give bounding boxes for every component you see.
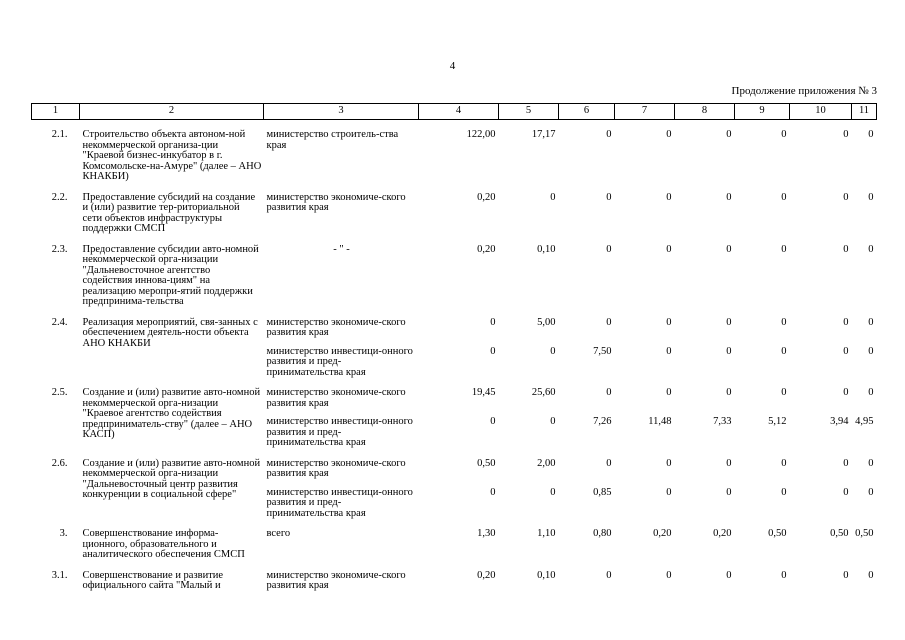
value-cell: 0 bbox=[868, 457, 874, 469]
value-cell: 0 bbox=[868, 191, 874, 203]
row-number: 3.1. bbox=[51, 569, 68, 581]
value-cell: 0 bbox=[726, 569, 732, 581]
value-cell: 0 bbox=[868, 243, 874, 255]
column-header-1: 1 bbox=[32, 104, 80, 120]
header-row bbox=[32, 104, 877, 120]
table-row bbox=[32, 449, 877, 480]
value-cell: 0 bbox=[490, 345, 496, 357]
value-cell: 4,95 bbox=[855, 416, 874, 427]
value-cell: 0 bbox=[550, 191, 556, 203]
column-header-9: 9 bbox=[735, 104, 790, 120]
row-description: Создание и (или) развитие авто-номной некоммерческой орга-низации "Краевое агентство содействия предприниматель-ству" (далее – АНО КАСП) bbox=[82, 387, 261, 440]
value-cell: 0,50 bbox=[768, 528, 787, 539]
value-cell: 0 bbox=[666, 569, 672, 581]
value-cell: 0 bbox=[606, 569, 612, 581]
table-row bbox=[32, 561, 877, 592]
row-number: 2.5. bbox=[51, 387, 68, 398]
executor-cell: министерство экономиче-ского развития края bbox=[266, 316, 406, 338]
column-header-4: 4 bbox=[419, 104, 499, 120]
value-cell: 0 bbox=[606, 457, 612, 469]
value-cell: 0 bbox=[843, 387, 849, 398]
value-cell: 0 bbox=[606, 243, 612, 255]
value-cell: 0 bbox=[490, 486, 496, 498]
table-row bbox=[32, 235, 877, 308]
table-row bbox=[32, 519, 877, 561]
appendix-table bbox=[31, 103, 877, 592]
row-description: Создание и (или) развитие авто-номной некоммерческой орга-низации "Дальневосточный центр развития конкуренции в социальной сфере" bbox=[82, 457, 261, 500]
column-header-8: 8 bbox=[675, 104, 735, 120]
value-cell: 1,10 bbox=[537, 528, 556, 539]
value-cell: 1,30 bbox=[477, 528, 496, 539]
column-header-7: 7 bbox=[615, 104, 675, 120]
table-row bbox=[32, 308, 877, 339]
value-cell: 0,20 bbox=[713, 528, 732, 539]
value-cell: 0 bbox=[781, 486, 787, 498]
value-cell: 7,50 bbox=[593, 345, 612, 357]
row-description: Реализация мероприятий, свя-занных с обеспечением деятель-ности объекта АНО КНАКБИ bbox=[82, 316, 258, 349]
value-cell: 0 bbox=[843, 569, 849, 581]
value-cell: 7,26 bbox=[593, 416, 612, 427]
value-cell: 3,94 bbox=[830, 416, 849, 427]
value-cell: 0,85 bbox=[593, 486, 612, 498]
value-cell: 0 bbox=[666, 191, 672, 203]
value-cell: 0 bbox=[868, 345, 874, 357]
value-cell: 0 bbox=[843, 191, 849, 203]
value-cell: 0 bbox=[781, 316, 787, 328]
value-cell: 0 bbox=[606, 316, 612, 328]
value-cell: 0 bbox=[781, 243, 787, 255]
value-cell: 0 bbox=[868, 316, 874, 328]
value-cell: 0 bbox=[868, 569, 874, 581]
row-number: 2.2. bbox=[51, 191, 68, 203]
value-cell: 0 bbox=[843, 129, 849, 140]
row-description: Строительство объекта автоном-ной некоммерческой организа-ции "Краевой бизнес-инкубатор в г. Комсомольске-на-Амуре" (далее – АНО КНАКБИ) bbox=[82, 129, 262, 182]
executor-cell: министерство инвестици-онного развития и пред-принимательства края bbox=[266, 345, 413, 378]
column-header-5: 5 bbox=[499, 104, 559, 120]
value-cell: 0,20 bbox=[653, 528, 672, 539]
table-row bbox=[32, 120, 877, 183]
value-cell: 0,80 bbox=[593, 528, 612, 539]
executor-cell: министерство экономиче-ского развития края bbox=[266, 191, 406, 213]
row-number: 2.6. bbox=[51, 457, 68, 469]
value-cell: 0 bbox=[606, 387, 612, 398]
value-cell: 0 bbox=[666, 316, 672, 328]
value-cell: 0,20 bbox=[477, 243, 496, 255]
value-cell: 0 bbox=[781, 129, 787, 140]
value-cell: 0 bbox=[726, 345, 732, 357]
value-cell: 0 bbox=[781, 191, 787, 203]
value-cell: 0,50 bbox=[830, 528, 849, 539]
executor-cell: министерство экономиче-ского развития края bbox=[266, 387, 406, 409]
value-cell: 0 bbox=[666, 486, 672, 498]
value-cell: 0,10 bbox=[537, 243, 556, 255]
executor-cell: министерство экономиче-ского развития края bbox=[266, 569, 406, 591]
executor-cell: министерство инвестици-онного развития и пред-принимательства края bbox=[266, 486, 413, 519]
value-cell: 0 bbox=[550, 486, 556, 498]
value-cell: 0,20 bbox=[477, 191, 496, 203]
value-cell: 0 bbox=[666, 387, 672, 398]
value-cell: 0 bbox=[781, 345, 787, 357]
table-row bbox=[32, 183, 877, 235]
value-cell: 0 bbox=[726, 243, 732, 255]
column-header-10: 10 bbox=[790, 104, 852, 120]
value-cell: 0 bbox=[781, 387, 787, 398]
value-cell: 0 bbox=[606, 129, 612, 140]
value-cell: 0 bbox=[868, 129, 874, 140]
row-number: 2.4. bbox=[51, 316, 68, 328]
value-cell: 122,00 bbox=[466, 129, 496, 140]
row-description: Предоставление субсидий на создание и (или) развитие тер-риториальной сети объектов инфраструктуры поддержки СМСП bbox=[82, 191, 256, 234]
value-cell: 0,10 bbox=[537, 569, 556, 581]
value-cell: 5,12 bbox=[768, 416, 787, 427]
executor-cell: министерство строитель-ства края bbox=[266, 129, 399, 151]
row-number: 2.1. bbox=[51, 129, 68, 140]
appendix-continuation-label: Продолжение приложения № 3 bbox=[731, 85, 877, 97]
value-cell: 0 bbox=[550, 416, 556, 427]
value-cell: 0 bbox=[843, 486, 849, 498]
value-cell: 0 bbox=[726, 457, 732, 469]
value-cell: 0 bbox=[843, 457, 849, 469]
value-cell: 19,45 bbox=[471, 387, 496, 398]
executor-cell: всего bbox=[266, 528, 291, 539]
table-row bbox=[32, 378, 877, 409]
executor-cell: министерство инвестици-онного развития и пред-принимательства края bbox=[266, 416, 413, 448]
value-cell: 0 bbox=[781, 569, 787, 581]
value-cell: 0,50 bbox=[855, 528, 874, 539]
value-cell: 0 bbox=[726, 191, 732, 203]
row-description: Предоставление субсидии авто-номной некоммерческой орга-низации "Дальневосточное агентство содействия иннова-циям" на реализацию меропри-ятий поддержки предпринима-тельства bbox=[82, 243, 259, 307]
value-cell: 0 bbox=[843, 243, 849, 255]
column-header-2: 2 bbox=[80, 104, 264, 120]
value-cell: 0 bbox=[843, 316, 849, 328]
value-cell: 0 bbox=[726, 316, 732, 328]
value-cell: 0 bbox=[666, 129, 672, 140]
value-cell: 0 bbox=[726, 486, 732, 498]
value-cell: 2,00 bbox=[537, 457, 556, 469]
value-cell: 0 bbox=[490, 416, 496, 427]
row-description: Совершенствование информа-ционного, образовательного и аналитического обеспечения СМСП bbox=[82, 528, 245, 560]
value-cell: 0 bbox=[726, 129, 732, 140]
value-cell: 0 bbox=[490, 316, 496, 328]
executor-cell: министерство экономиче-ского развития края bbox=[266, 457, 406, 479]
value-cell: 5,00 bbox=[537, 316, 556, 328]
row-description: Совершенствование и развитие официального сайта "Малый и bbox=[82, 569, 224, 591]
value-cell: 0 bbox=[868, 387, 874, 398]
table-body bbox=[32, 120, 877, 592]
value-cell: 0 bbox=[550, 345, 556, 357]
value-cell: 0,20 bbox=[477, 569, 496, 581]
value-cell: 0 bbox=[868, 486, 874, 498]
value-cell: 0 bbox=[666, 345, 672, 357]
value-cell: 0 bbox=[726, 387, 732, 398]
value-cell: 25,60 bbox=[531, 387, 556, 398]
row-number: 2.3. bbox=[51, 243, 68, 255]
value-cell: 0 bbox=[606, 191, 612, 203]
column-header-6: 6 bbox=[559, 104, 615, 120]
value-cell: 0 bbox=[843, 345, 849, 357]
column-header-11: 11 bbox=[852, 104, 877, 120]
executor-cell: - " - bbox=[333, 243, 350, 255]
value-cell: 7,33 bbox=[713, 416, 732, 427]
row-number: 3. bbox=[59, 528, 68, 539]
value-cell: 11,48 bbox=[648, 416, 672, 427]
column-header-3: 3 bbox=[264, 104, 419, 120]
value-cell: 0 bbox=[781, 457, 787, 469]
page-number: 4 bbox=[449, 60, 456, 72]
value-cell: 0,50 bbox=[477, 457, 496, 469]
value-cell: 0 bbox=[666, 457, 672, 469]
value-cell: 17,17 bbox=[531, 129, 556, 140]
value-cell: 0 bbox=[666, 243, 672, 255]
